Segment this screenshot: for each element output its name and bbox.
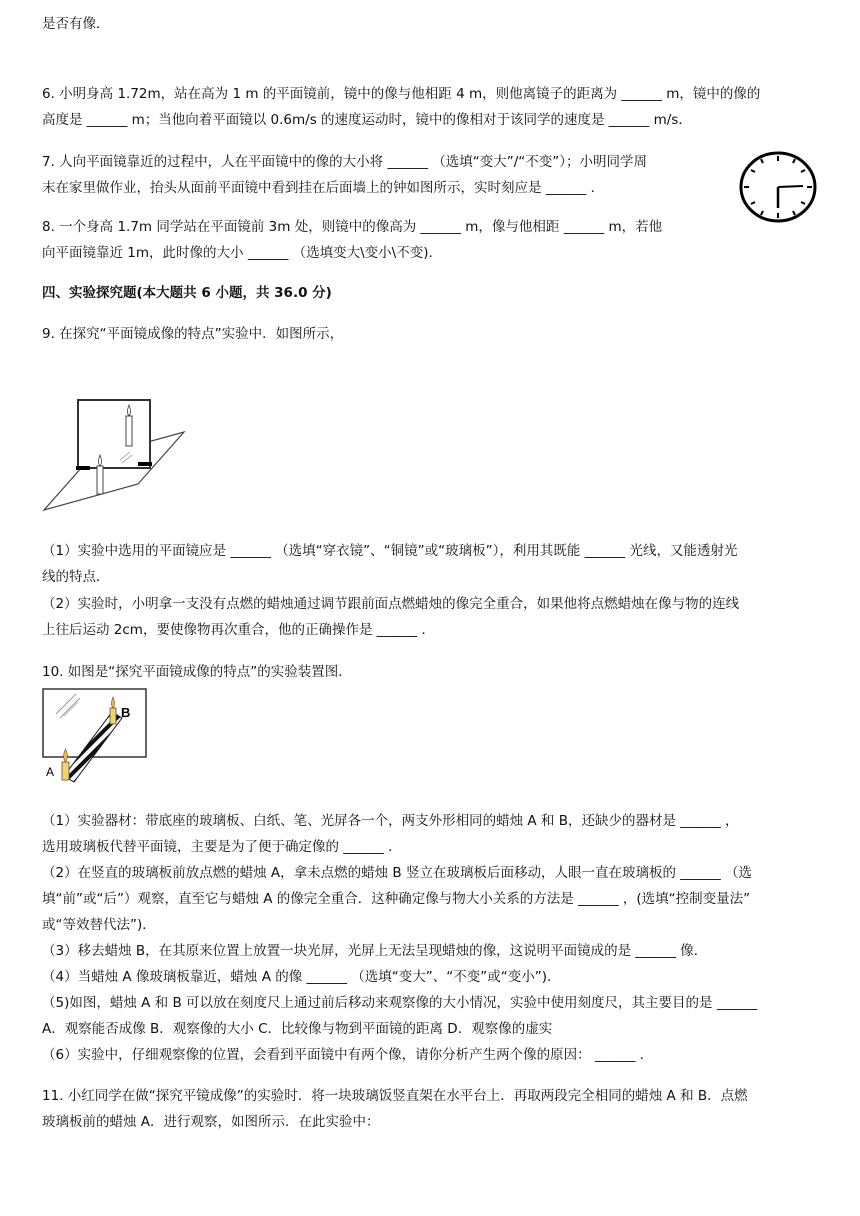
- q10-part-6: （6）实验中，仔细观察像的位置，会看到平面镜中有两个像，请你分析产生两个像的原因： ______ ．: [42, 1047, 654, 1063]
- candle-a-label: A: [46, 765, 55, 779]
- q10-part-2: （2）在竖直的玻璃板前放点燃的蜡烛 A，拿未点燃的蜡烛 B 竖立在玻璃板后面移动，人眼一直在玻璃板的 ______ （选: [42, 865, 753, 881]
- q9-part-1: （1）实验中选用的平面镜应是 ______ （选填“穿衣镜”、“铜镜”或“玻璃板”），利用其既能 ______ 光线，又能透射光: [42, 543, 738, 559]
- text-line: 线的特点．: [42, 569, 110, 585]
- text-line: 上往后运动 2cm，要使像物再次重合，他的正确操作是 ______ ．: [42, 622, 436, 638]
- mirror-experiment-figure: [42, 368, 192, 514]
- text-line: 是否有像．: [42, 16, 110, 32]
- text-line: 玻璃板前的蜡烛 A．进行观察，如图所示．在此实验中：: [42, 1114, 380, 1130]
- q10-part-4: （4）当蜡烛 A 像玻璃板靠近，蜡烛 A 的像 ______ （选填“变大”、“不变”或“变小”)．: [42, 969, 561, 985]
- q9-part-2: （2）实验时，小明拿一支没有点燃的蜡烛通过调节跟前面点燃蜡烛的像完全重合，如果他将点燃蜡烛在像与物的连线: [42, 596, 740, 612]
- text-line: 高度是 ______ m；当他向着平面镜以 0.6m/s 的速度运动时，镜中的像相对于该同学的速度是 ______ m/s．: [42, 112, 692, 128]
- question-11: 11. 小红同学在做“探究平镜成像”的实验时．将一块玻璃饭竖直架在水平台上．再取两段完全相同的蜡烛 A 和 B．点燃: [42, 1088, 748, 1104]
- candle-ruler-figure: [42, 688, 148, 784]
- text-line: 填“前”或“后”）观察，直至它与蜡烛 A 的像完全重合．这种确定像与物大小关系的方法是 ______ ，(选填“控制变量法”: [42, 891, 751, 907]
- question-10: 10. 如图是“探究平面镜成像的特点”的实验装置图．: [42, 664, 352, 680]
- text-line: 或“等效替代法”)．: [42, 917, 156, 933]
- q10-part-3: （3）移去蜡烛 B，在其原来位置上放置一块光屏，光屏上无法呈现蜡烛的像，这说明平面镜成的是 ______ 像．: [42, 943, 708, 959]
- choice-options: A．观察能否成像 B．观察像的大小 C．比较像与物到平面镜的距离 D．观察像的虚实: [42, 1021, 553, 1037]
- clock-figure: [737, 150, 819, 224]
- question-8: 8. 一个身高 1.7m 同学站在平面镜前 3m 处，则镜中的像高为 ______ m，像与他相距 ______ m，若他: [42, 219, 663, 235]
- question-7: 7. 人向平面镜靠近的过程中，人在平面镜中的像的大小将 ______ （选填“变大”/“不变”）；小明同学周: [42, 154, 648, 170]
- text-line: 选用玻璃板代替平面镜，主要是为了便于确定像的 ______ ．: [42, 839, 402, 855]
- text-line: 向平面镜靠近 1m，此时像的大小 ______ （选填变大\变小\不变)．: [42, 245, 442, 261]
- text-line: 末在家里做作业，抬头从面前平面镜中看到挂在后面墙上的钟如图所示，实时刻应是 ______ ．: [42, 180, 605, 196]
- q10-part-1: （1）实验器材：带底座的玻璃板、白纸、笔、光屏各一个，两支外形相同的蜡烛 A 和 B，还缺少的器材是 ______ ，: [42, 813, 739, 829]
- question-9: 9. 在探究“平面镜成像的特点”实验中．如图所示，: [42, 326, 344, 342]
- question-6: 6. 小明身高 1.72m，站在高为 1 m 的平面镜前，镜中的像与他相距 4 m，则他离镜子的距离为 ______ m，镜中的像的: [42, 86, 761, 102]
- q10-part-5: （5)如图，蜡烛 A 和 B 可以放在刻度尺上通过前后移动来观察像的大小情况，实验中使用刻度尺，其主要目的是 ______: [42, 995, 758, 1011]
- candle-b-label: B: [121, 705, 131, 720]
- section-heading: 四、实验探究题(本大题共 6 小题，共 36.0 分): [42, 285, 332, 301]
